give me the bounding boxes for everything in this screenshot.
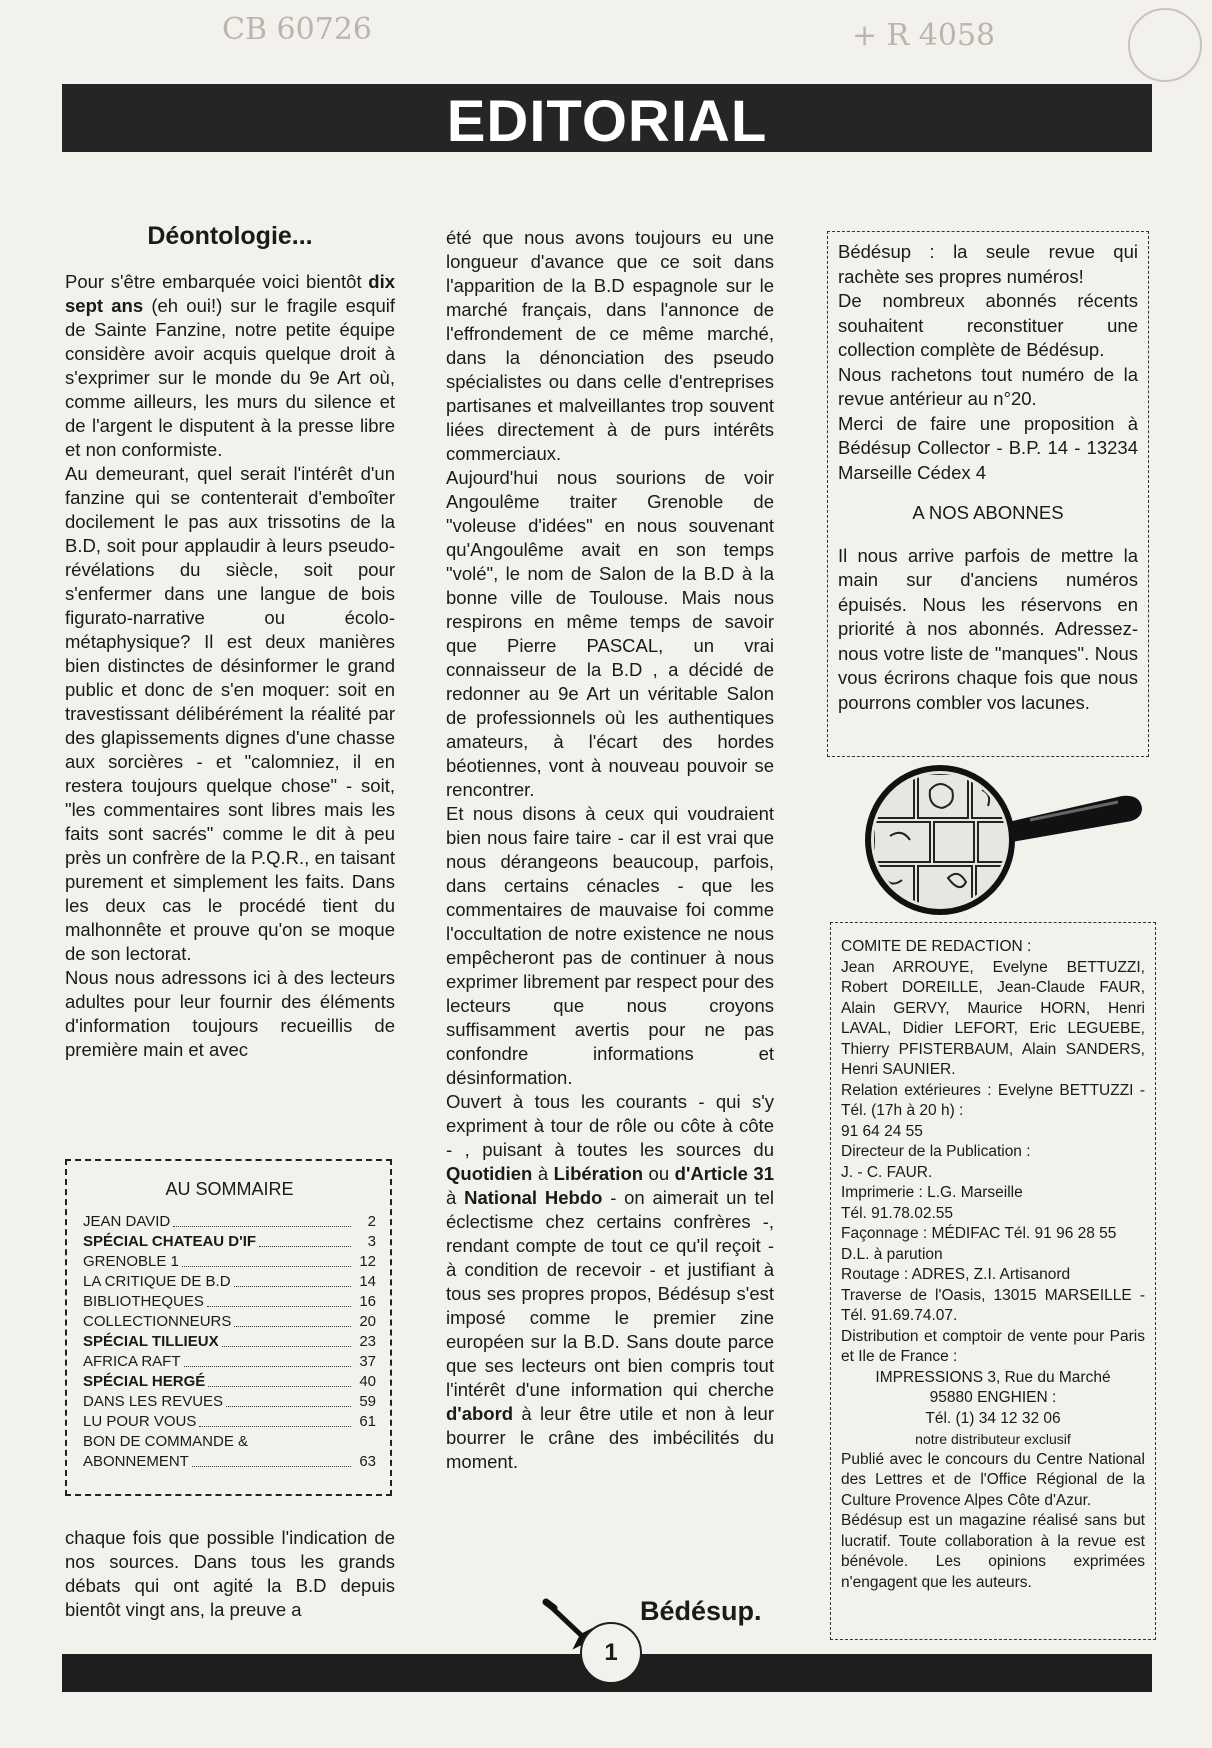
toc-label: GRENOBLE 1 — [83, 1253, 179, 1270]
toc-leader-dots — [226, 1406, 351, 1407]
toc-page-number: 16 — [359, 1293, 376, 1310]
credits-text: Jean ARROUYE, Evelyne BETTUZZI, Robert DOREILLE, Jean-Claude FAUR, Alain GERVY, Maurice HORN, Henri LAVAL, Didier LEFORT, Eric LEGUEBE, Thierry PFISTERBAUM, Alain SANDERS, Henri SAUNIER. — [841, 958, 1145, 1078]
notice-text: Bédésup : la seule revue qui rachète ses propres numéros! — [838, 241, 1138, 287]
handwritten-reference-mark: + R 4058 — [852, 18, 996, 53]
toc-label: JEAN DAVID — [83, 1213, 171, 1230]
article-column-1 — [65, 210, 395, 1062]
toc-label: SPÉCIAL TILLIEUX — [83, 1333, 219, 1350]
toc-page-number: 14 — [359, 1273, 376, 1290]
paragraph: Pour s'être embarquée voici bientôt dix sept ans (eh oui!) sur le fragile esquif de Sainte Fanzine, notre petite équipe considère avoir acquis quelque droit à s'exprimer sur le monde du 9e Art où, comme ailleurs, les murs du silence et de l'argent le disputent à la presse libre et non conformiste. — [65, 271, 396, 460]
toc-row — [83, 1372, 376, 1392]
toc-row — [83, 1312, 376, 1332]
paragraph: été que nous avons toujours eu une longueur d'avance que ce soit dans l'apparition de la B.D espagnole sur le marché français, dans l'annonce de l'effrondement de ce même marché, dans la dénonciation des pseudo spécialistes ou dans celle d'entreprises partisanes et malveillantes trop souvent liées directement à de purs intérêts commerciaux. — [446, 227, 774, 464]
toc-leader-dots — [208, 1386, 351, 1387]
page-title: EDITORIAL — [446, 89, 768, 154]
page-number: 1 — [580, 1622, 642, 1684]
toc-label: LA CRITIQUE DE B.D — [83, 1273, 231, 1290]
credits-text: IMPRESSIONS 3, Rue du Marché — [875, 1368, 1111, 1386]
toc-page-number: 63 — [359, 1453, 376, 1470]
toc-row — [83, 1352, 376, 1372]
credits-text: Routage : ADRES, Z.I. Artisanord — [841, 1266, 1071, 1283]
credits-heading: COMITE DE REDACTION : — [841, 938, 1032, 955]
paragraph: Aujourd'hui nous sourions de voir Angoulême traiter Grenoble de "voleuse d'idées" en nous souvenant qu'Angoulême avait en son temps "volé", le nom de Salon de la B.D à la bonne ville de Toulouse. Mais nous respirons en même temps de savoir que Pierre PASCAL, un vrai connaisseur de la B.D , a décidé de redonner au 9e Art un véritable Salon de professionnels où les authentiques amateurs, à l'écart des hordes béotiennes, vont à nouveau pouvoir se rencontrer. — [446, 467, 774, 800]
toc-page-number: 3 — [367, 1233, 376, 1250]
toc-leader-dots — [234, 1286, 351, 1287]
toc-page-number: 20 — [359, 1313, 376, 1330]
toc-page-number: 37 — [359, 1353, 376, 1370]
toc-leader-dots — [222, 1346, 351, 1347]
toc-leader-dots — [182, 1266, 351, 1267]
credits-text: Bédésup est un magazine réalisé sans but lucratif. Toute collaboration à la revue est bénévole. Les opinions exprimées n'engagent que les auteurs. — [841, 1512, 1145, 1591]
notice-text: Merci de faire une proposition à Bédésup Collector - B.P. 14 - 13234 Marseille Cédex 4 — [838, 412, 1138, 483]
credits-text: Façonnage : MÉDIFAC Tél. 91 96 28 55 — [841, 1225, 1117, 1242]
paragraph: chaque fois que possible l'indication de nos sources. Dans tous les grands débats qui ont agité la B.D depuis bientôt vingt ans, la preuve a — [65, 1527, 395, 1620]
credits-text: Tél. 91.78.02.55 — [841, 1204, 954, 1222]
credits-text: Distribution et comptoir de vente pour Paris et Ile de France : — [841, 1327, 1145, 1365]
editorial-credits-box — [830, 922, 1156, 1640]
magazine-signature: Bédésup. — [640, 1596, 762, 1626]
article-column-2 — [446, 226, 774, 1474]
toc-row — [83, 1392, 376, 1412]
credits-text: 95880 ENGHIEN : — [929, 1389, 1057, 1406]
magnifying-glass-comics-illustration — [860, 760, 1150, 920]
toc-label: LU POUR VOUS — [83, 1413, 197, 1430]
toc-row — [83, 1252, 376, 1272]
toc-label: SPÉCIAL HERGÉ — [83, 1373, 206, 1390]
toc-row — [83, 1232, 376, 1252]
credits-text: 91 64 24 55 — [841, 1122, 923, 1140]
toc-label: ABONNEMENT — [83, 1453, 189, 1470]
toc-leader-dots — [234, 1326, 351, 1327]
toc-label: BON DE COMMANDE & — [83, 1433, 249, 1450]
credits-text: Directeur de la Publication : — [841, 1143, 1031, 1160]
toc-row — [83, 1272, 376, 1292]
credits-text: Relation extérieures : Evelyne BETTUZZI - Tél. (17h à 20 h) : — [841, 1081, 1145, 1119]
toc-page-number: 12 — [359, 1253, 376, 1270]
toc-leader-dots — [199, 1426, 351, 1427]
toc-row — [83, 1212, 376, 1232]
notice-text: Nous rachetons tout numéro de la revue antérieur au n°20. — [838, 363, 1138, 409]
toc-row — [83, 1292, 376, 1312]
toc-page-number: 2 — [367, 1213, 376, 1230]
credits-text: Imprimerie : L.G. Marseille — [841, 1184, 1023, 1201]
handwritten-catalog-mark: CB 60726 — [222, 12, 372, 47]
toc-leader-dots — [259, 1246, 351, 1247]
toc-label: SPÉCIAL CHATEAU D'IF — [83, 1233, 257, 1250]
toc-leader-dots — [192, 1466, 351, 1467]
credits-text: Tél. (1) 34 12 32 06 — [925, 1409, 1061, 1427]
toc-leader-dots — [207, 1306, 351, 1307]
toc-leader-dots — [184, 1366, 351, 1367]
toc-label: BIBLIOTHEQUES — [83, 1293, 204, 1310]
credits-text: D.L. à parution — [841, 1245, 943, 1263]
toc-page-number: 61 — [359, 1413, 376, 1430]
credits-text: J. - C. FAUR. — [841, 1163, 933, 1181]
notice-text: De nombreux abonnés récents souhaitent reconstituer une collection complète de Bédésup. — [838, 290, 1138, 360]
credits-text: notre distributeur exclusif — [915, 1431, 1071, 1447]
toc-title: AU SOMMAIRE — [165, 1179, 294, 1199]
paragraph: Nous nous adressons ici à des lecteurs adultes pour leur fournir des éléments d'information toujours recueillis de première main et avec — [65, 967, 395, 1060]
header-bar — [62, 84, 1152, 152]
paragraph: Et nous disons à ceux qui voudraient bien nous faire taire - car il est vrai que nous dérangeons beaucoup, parfois, dans certains cénacles - que les commentaires de mauvaise foi comme l'occultation de notre existence ne nous empêcheront pas de continuer à nous exprimer librement par respect pour des lecteurs que nous croyons suffisamment avertis pour ne pas confondre informations et désinformation. — [446, 803, 775, 1088]
toc-row — [83, 1332, 376, 1352]
paragraph: Au demeurant, quel serait l'intérêt d'un fanzine qui se contenterait d'emboîter docilement le pas aux trissotins de la B.D, soit pour applaudir à leurs pseudo-révélations du siècle, soit pour s'enfermer dans une langue de bois figurato-narrative ou écolo-métaphysique? Il est deux manières bien distinctes de désinformer le grand public et donc de s'en moquer: soit en travestissant délibérément la réalité par des glapissements dignes d'une chasse aux sorcières - et "calomniez, il en restera toujours quelque chose" - soit, "les commentaires sont libres mais les faits sont sacrés" comme le dit à peu près un confrère de la P.Q.R., en taisant purement et simplement les faits. Dans les deux cas le procédé tient du malhonnête et prouve qu'on se moque de son lectorat. — [65, 463, 395, 964]
notice-text: Il nous arrive parfois de mettre la main sur d'anciens numéros épuisés. Nous les réservons en priorité à nos abonnés. Adressez-nous votre liste de "manques". Nous vous écrirons chaque fois que nous pourrons combler vos lacunes. — [838, 544, 1138, 713]
toc-row — [83, 1432, 376, 1452]
toc-label: DANS LES REVUES — [83, 1393, 224, 1410]
toc-leader-dots — [173, 1226, 351, 1227]
credits-text: Traverse de l'Oasis, 13015 MARSEILLE - Tél. 91.69.74.07. — [841, 1286, 1145, 1324]
credits-text: Publié avec le concours du Centre National des Lettres et de l'Office Régional de la Culture Provence Alpes Côte d'Azur. — [841, 1450, 1145, 1509]
subscribers-heading: A NOS ABONNES — [912, 502, 1064, 523]
toc-row — [83, 1452, 376, 1472]
toc-page-number: 23 — [359, 1333, 376, 1350]
toc-page-number: 59 — [359, 1393, 376, 1410]
article-column-1-continued — [65, 1526, 395, 1622]
toc-label: AFRICA RAFT — [83, 1353, 181, 1370]
toc-page-number: 40 — [359, 1373, 376, 1390]
library-stamp — [1128, 8, 1202, 82]
toc-label: COLLECTIONNEURS — [83, 1313, 232, 1330]
collector-notice-box — [827, 231, 1149, 757]
article-title: Déontologie... — [147, 222, 313, 250]
table-of-contents — [65, 1159, 392, 1496]
toc-row — [83, 1412, 376, 1432]
paragraph: Ouvert à tous les courants - qui s'y expriment à tour de rôle ou côte à côte - , puisant à toutes les sources du Quotidien à Libération ou d'Article 31 à National Hebdo - on aimerait un tel éclectisme chez certains confrères -, rendant compte de tout ce qu'il reçoit - à condition de recevoir - et justifiant à tous ses propres propos, Bédésup s'est imposé comme le premier zine européen sur la B.D. Sans doute parce que ses lecteurs ont bien compris tout l'intérêt d'une information qui cherche d'abord à leur être utile et non à leur bourrer le crâne des imbécilités du moment. — [446, 1091, 774, 1472]
